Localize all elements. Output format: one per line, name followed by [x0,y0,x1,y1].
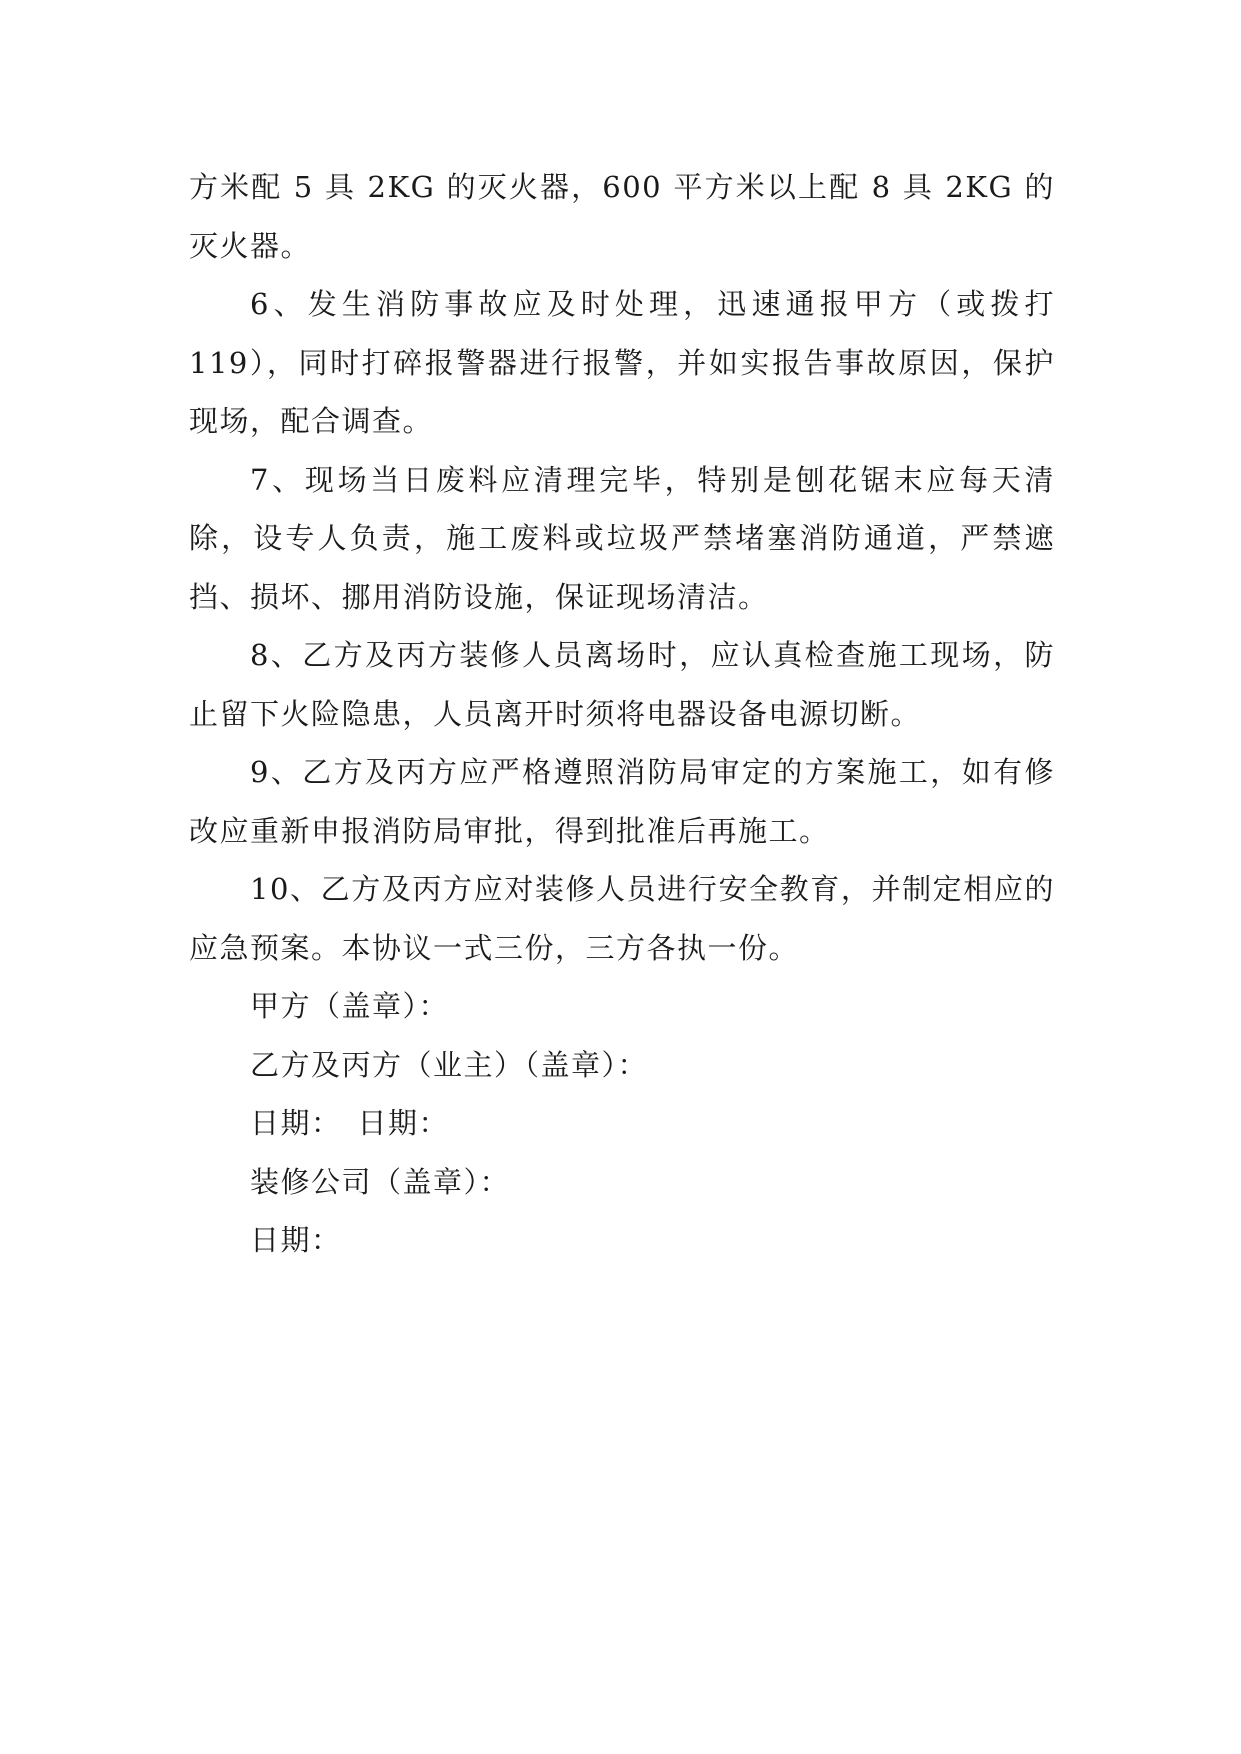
paragraph-item-10: 10、乙方及丙方应对装修人员进行安全教育，并制定相应的应急预案。本协议一式三份，三方各执一份。 [189,872,1055,965]
paragraph-item-6: 6、发生消防事故应及时处理，迅速通报甲方（或拨打119），同时打碎报警器进行报警，并如实报告事故原因，保护现场，配合调查。 [189,287,1055,438]
signature-party-a: 甲方（盖章）： [250,989,450,1023]
document-body [189,158,1055,1270]
paragraph-continuation: 方米配 5 具 2KG 的灭火器，600 平方米以上配 8 具 2KG 的灭火器。 [189,170,1055,263]
signature-decoration-company: 装修公司（盖章）： [250,1164,511,1199]
paragraph-item-7: 7、现场当日废料应清理完毕，特别是刨花锯末应每天清除，设专人负责，施工废料或垃圾严禁堵塞消防通道，严禁遮挡、损坏、挪用消防设施，保证现场清洁。 [189,462,1055,614]
paragraph-item-9: 9、乙方及丙方应严格遵照消防局审定的方案施工，如有修改应重新申报消防局审批，得到批准后再施工。 [189,755,1055,848]
signature-dates: 日期： 日期： [250,1106,450,1140]
signature-party-bc: 乙方及丙方（业主）（盖章）： [250,1047,649,1082]
signature-date: 日期： [250,1223,342,1257]
paragraph-item-8: 8、乙方及丙方装修人员离场时，应认真检查施工现场，防止留下火险隐患，人员离开时须将电器设备电源切断。 [189,638,1055,731]
